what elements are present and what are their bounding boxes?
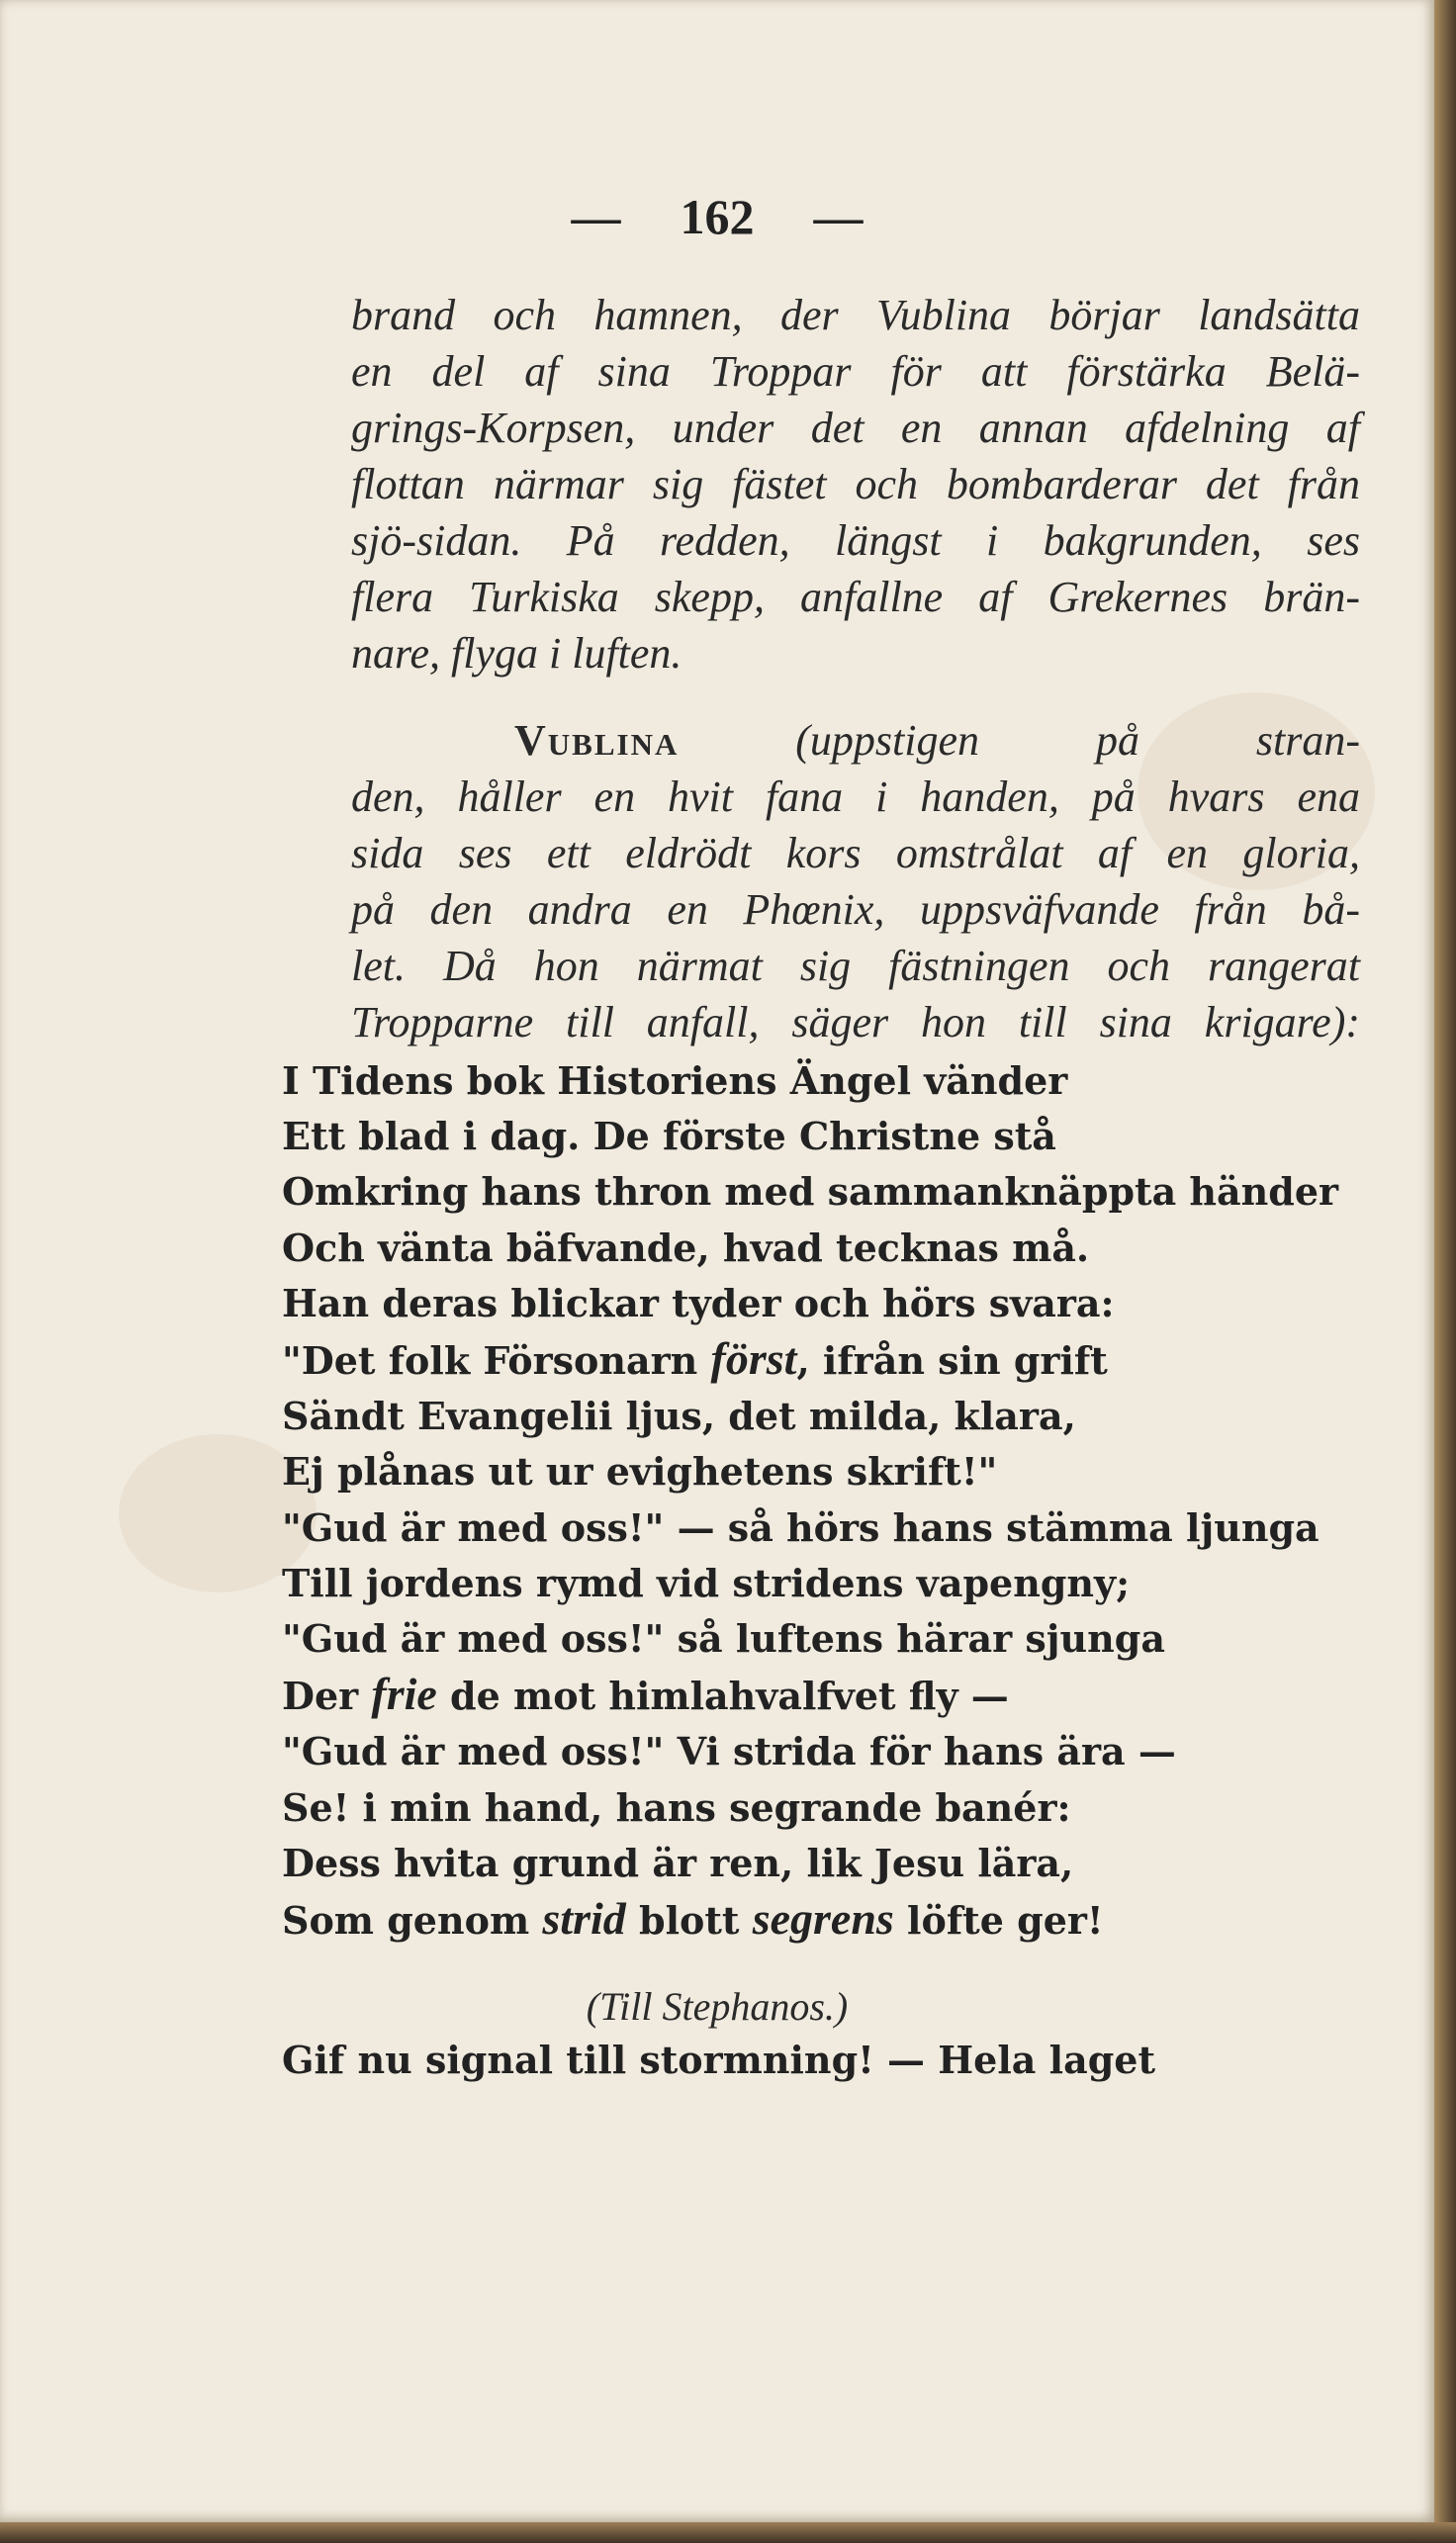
header-dash-right: — (813, 189, 864, 244)
book-edge-bottom (0, 2522, 1456, 2543)
verse (282, 1053, 1380, 1949)
stage-direction-2 (351, 712, 1360, 1050)
verse-line: Dess hvita grund är ren, lik Jesu lära, (282, 1840, 1074, 1885)
stage-line (351, 712, 1360, 769)
verse-line: Och vänta bäfvande, hvad tecknas må. (282, 1225, 1090, 1270)
stage-direction-1 (351, 287, 1360, 681)
verse-emphasis: segrens (752, 1893, 894, 1945)
verse-line (282, 1667, 1380, 1724)
page-number: 162 (680, 189, 755, 244)
stage-line: flottan närmar sig fästet och bombarderar det från (351, 460, 1360, 508)
speaker-name: Vublina (514, 716, 680, 765)
stage-line: flera Turkiska skepp, anfallne af Grekernes brän- (351, 573, 1360, 621)
verse-line: "Gud är med oss!" Vi strida för hans ära — (282, 1729, 1176, 1774)
verse-line: Han deras blickar tyder och hörs svara: (282, 1280, 1115, 1325)
header-dash-left: — (571, 189, 621, 244)
verse-line: Ej plånas ut ur evighetens skrift!" (282, 1449, 998, 1495)
verse-line: "Gud är med oss!" så luftens härar sjunga (282, 1616, 1165, 1662)
stage-line: Tropparne till anfall, säger hon till sina krigare): (351, 998, 1360, 1046)
stage-line: nare, flyga i luften. (351, 629, 682, 678)
stage-line: en del af sina Troppar för att förstärka Belä- (351, 347, 1360, 396)
verse-text: blott (625, 1898, 753, 1944)
verse-line: Sändt Evangelii ljus, det milda, klara, (282, 1394, 1076, 1439)
verse-line: Omkring hans thron med sammanknäppta händer (282, 1169, 1339, 1215)
verse-emphasis: först (710, 1333, 797, 1385)
verse-text: "Det folk Försonarn (282, 1338, 711, 1384)
verse-line (282, 1331, 1380, 1389)
stage-line: den, håller en hvit fana i handen, på hvars ena (351, 772, 1360, 821)
verse-line (282, 1891, 1380, 1949)
stage-line: sjö-sidan. På redden, längst i bakgrunden, ses (351, 516, 1360, 565)
verse-line: "Gud är med oss!" — så hörs hans stämma ljunga (282, 1504, 1320, 1550)
verse-emphasis: strid (542, 1893, 626, 1945)
stage-direction-3: (Till Stephanos.) (586, 1984, 849, 2029)
stage-line-rest: (uppstigen på stran- (679, 716, 1360, 765)
verse-text: , ifrån sin grift (796, 1338, 1108, 1384)
verse-text: de mot himlahvalfvet fly — (436, 1674, 1009, 1719)
verse-line: Se! i min hand, hans segrande banér: (282, 1784, 1071, 1830)
verse-line: Till jordens rymd vid stridens vapengny; (282, 1560, 1131, 1605)
verse-line: I Tidens bok Historiens Ängel vänder (282, 1058, 1068, 1103)
verse-text: Der (282, 1674, 372, 1719)
stage-line: let. Då hon närmat sig fästningen och rangerat (351, 942, 1360, 990)
verse-line: Ett blad i dag. De förste Christne stå (282, 1114, 1056, 1159)
book-edge-right (1434, 0, 1456, 2543)
verse-emphasis: frie (371, 1669, 437, 1720)
stage-line: grings-Korpsen, under det en annan afdelning af (351, 404, 1360, 452)
verse-text: löfte ger! (893, 1898, 1104, 1944)
page-header (0, 188, 1434, 245)
verse-text: Som genom (282, 1898, 543, 1944)
last-verse-line: Gif nu signal till stormning! — Hela laget (282, 2038, 1155, 2082)
stage-line: på den andra en Phœnix, uppsväfvande från bå- (351, 885, 1360, 934)
stage-line: sida ses ett eldrödt kors omstrålat af en gloria, (351, 829, 1360, 877)
stage-line: brand och hamnen, der Vublina börjar landsätta (351, 291, 1360, 339)
